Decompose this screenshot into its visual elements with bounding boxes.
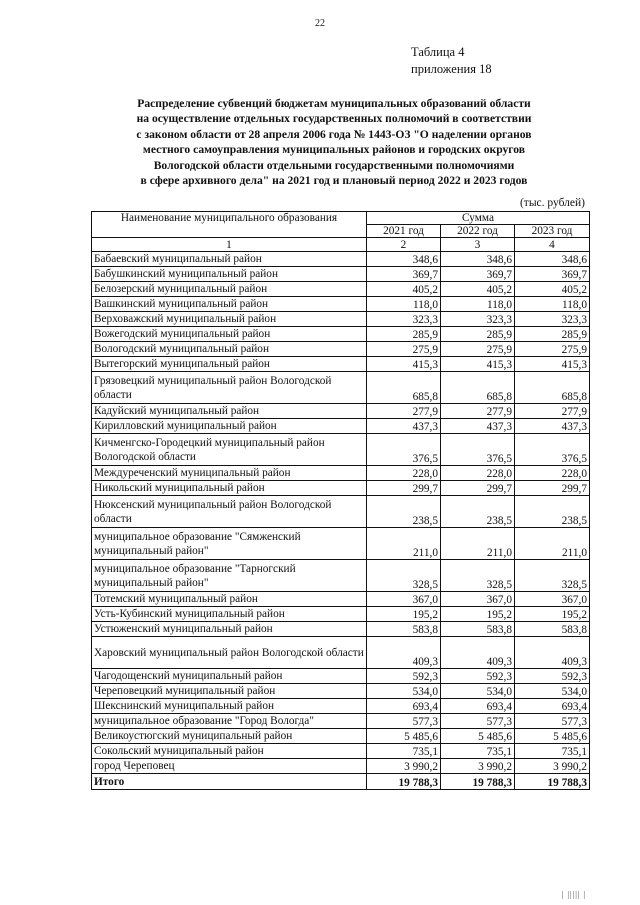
column-number: 3 — [441, 238, 515, 252]
amount-cell: 415,3 — [441, 357, 515, 372]
amount-cell: 328,5 — [441, 560, 515, 592]
table-row — [92, 252, 590, 267]
amount-cell: 577,3 — [367, 714, 441, 729]
amount-cell: 228,0 — [441, 466, 515, 481]
amount-cell: 437,3 — [515, 419, 590, 434]
amount-cell: 437,3 — [441, 419, 515, 434]
amount-cell: 583,8 — [515, 622, 590, 637]
amount-cell: 415,3 — [367, 357, 441, 372]
amount-cell: 5 485,6 — [367, 729, 441, 744]
table-row — [92, 357, 590, 372]
table-row — [92, 744, 590, 759]
amount-cell: 285,9 — [367, 327, 441, 342]
municipality-name: Междуреченский муниципальный район — [92, 466, 367, 481]
table-row — [92, 282, 590, 297]
table-row — [92, 267, 590, 282]
amount-cell: 118,0 — [367, 297, 441, 312]
column-header-sum: Сумма — [367, 212, 590, 225]
table-row — [92, 729, 590, 744]
table-row — [92, 404, 590, 419]
amount-cell: 195,2 — [441, 607, 515, 622]
amount-cell: 348,6 — [441, 252, 515, 267]
amount-cell: 328,5 — [515, 560, 590, 592]
title-line: в сфере архивного дела" на 2021 год и плановый период 2022 и 2023 годов — [140, 174, 528, 188]
amount-cell: 299,7 — [367, 481, 441, 496]
municipality-name: муниципальное образование "Город Вологда" — [92, 714, 367, 729]
amount-cell: 277,9 — [515, 404, 590, 419]
municipality-name: Кичменгско-Городецкий муниципальный район Вологодской области — [92, 434, 367, 466]
amount-cell: 3 990,2 — [441, 759, 515, 774]
amount-cell: 323,3 — [441, 312, 515, 327]
amount-cell: 592,3 — [441, 669, 515, 684]
table-ref-line2: приложения 18 — [411, 62, 492, 76]
table-row — [92, 466, 590, 481]
municipality-name: Великоустюгский муниципальный район — [92, 729, 367, 744]
amount-cell: 275,9 — [367, 342, 441, 357]
amount-cell: 376,5 — [441, 434, 515, 466]
amount-cell: 275,9 — [515, 342, 590, 357]
total-amount: 19 788,3 — [515, 774, 590, 790]
municipality-name: Вологодский муниципальный район — [92, 342, 367, 357]
table-row — [92, 372, 590, 404]
amount-cell: 5 485,6 — [515, 729, 590, 744]
amount-cell: 277,9 — [367, 404, 441, 419]
amount-cell: 348,6 — [367, 252, 441, 267]
amount-cell: 277,9 — [441, 404, 515, 419]
amount-cell: 369,7 — [367, 267, 441, 282]
amount-cell: 592,3 — [367, 669, 441, 684]
municipality-name: Бабушкинский муниципальный район — [92, 267, 367, 282]
amount-cell: 376,5 — [367, 434, 441, 466]
column-header-name: Наименование муниципального образования — [92, 212, 367, 238]
municipality-name: Тотемский муниципальный район — [92, 592, 367, 607]
municipality-name: Грязовецкий муниципальный район Вологодской области — [92, 372, 367, 404]
table-row — [92, 419, 590, 434]
amount-cell: 211,0 — [367, 528, 441, 560]
table-row — [92, 714, 590, 729]
amount-cell: 195,2 — [515, 607, 590, 622]
amount-cell: 534,0 — [515, 684, 590, 699]
total-row — [92, 774, 590, 790]
table-row — [92, 342, 590, 357]
municipality-name: муниципальное образование "Сямженский муниципальный район" — [92, 528, 367, 560]
amount-cell: 211,0 — [515, 528, 590, 560]
table-row — [92, 327, 590, 342]
table-row — [92, 607, 590, 622]
amount-cell: 405,2 — [441, 282, 515, 297]
amount-cell: 299,7 — [515, 481, 590, 496]
municipality-name: муниципальное образование "Тарногский муниципальный район" — [92, 560, 367, 592]
title-line: местного самоуправления муниципальных районов и городских округов — [142, 143, 526, 157]
page-number: 22 — [315, 18, 325, 29]
amount-cell: 118,0 — [441, 297, 515, 312]
column-number: 2 — [367, 238, 441, 252]
amount-cell: 693,4 — [515, 699, 590, 714]
municipality-name: Харовский муниципальный район Вологодской области — [92, 637, 367, 669]
table-reference — [411, 44, 492, 78]
amount-cell: 238,5 — [367, 496, 441, 528]
table-row — [92, 592, 590, 607]
amount-cell: 437,3 — [367, 419, 441, 434]
amount-cell: 409,3 — [367, 637, 441, 669]
column-header-year: 2021 год — [367, 225, 441, 238]
table-row — [92, 312, 590, 327]
municipality-name: Сокольский муниципальный район — [92, 744, 367, 759]
municipality-name: Вытегорский муниципальный район — [92, 357, 367, 372]
column-number: 4 — [515, 238, 590, 252]
municipality-name: Никольский муниципальный район — [92, 481, 367, 496]
table-row — [92, 637, 590, 669]
amount-cell: 534,0 — [367, 684, 441, 699]
amount-cell: 577,3 — [441, 714, 515, 729]
amount-cell: 275,9 — [441, 342, 515, 357]
units-label: (тыс. рублей) — [519, 197, 585, 209]
title-line: Распределение субвенций бюджетам муниципальных образований области — [137, 97, 531, 110]
amount-cell: 5 485,6 — [441, 729, 515, 744]
municipality-name: Шекснинский муниципальный район — [92, 699, 367, 714]
amount-cell: 735,1 — [515, 744, 590, 759]
amount-cell: 405,2 — [515, 282, 590, 297]
amount-cell: 299,7 — [441, 481, 515, 496]
table-row — [92, 560, 590, 592]
table-row — [92, 759, 590, 774]
amount-cell: 3 990,2 — [515, 759, 590, 774]
amount-cell: 285,9 — [441, 327, 515, 342]
total-amount: 19 788,3 — [441, 774, 515, 790]
table-row — [92, 622, 590, 637]
table-ref-line1: Таблица 4 — [411, 45, 465, 59]
municipality-name: город Череповец — [92, 759, 367, 774]
amount-cell: 367,0 — [367, 592, 441, 607]
table-row — [92, 699, 590, 714]
municipality-name: Кирилловский муниципальный район — [92, 419, 367, 434]
municipality-name: Бабаевский муниципальный район — [92, 252, 367, 267]
title-line: на осуществление отдельных государственных полномочий в соответствии — [136, 112, 532, 126]
table-row — [92, 496, 590, 528]
municipality-name: Устюженский муниципальный район — [92, 622, 367, 637]
column-number: 1 — [92, 238, 367, 252]
title-line: с законом области от 28 апреля 2006 года № 1443-ОЗ "О наделении органов — [136, 127, 532, 141]
amount-cell: 577,3 — [515, 714, 590, 729]
amount-cell: 238,5 — [515, 496, 590, 528]
amount-cell: 693,4 — [441, 699, 515, 714]
municipality-name: Чагодощенский муниципальный район — [92, 669, 367, 684]
amount-cell: 409,3 — [515, 637, 590, 669]
table-row — [92, 434, 590, 466]
amount-cell: 376,5 — [515, 434, 590, 466]
amount-cell: 118,0 — [515, 297, 590, 312]
subsidy-table — [91, 211, 590, 790]
amount-cell: 685,8 — [441, 372, 515, 404]
amount-cell: 685,8 — [367, 372, 441, 404]
table-row — [92, 684, 590, 699]
table-row — [92, 297, 590, 312]
amount-cell: 369,7 — [441, 267, 515, 282]
amount-cell: 534,0 — [441, 684, 515, 699]
table-row — [92, 528, 590, 560]
municipality-name: Усть-Кубинский муниципальный район — [92, 607, 367, 622]
table-row — [92, 481, 590, 496]
municipality-name: Нюксенский муниципальный район Вологодской области — [92, 496, 367, 528]
amount-cell: 323,3 — [367, 312, 441, 327]
amount-cell: 583,8 — [441, 622, 515, 637]
amount-cell: 592,3 — [515, 669, 590, 684]
document-title — [100, 96, 568, 188]
amount-cell: 3 990,2 — [367, 759, 441, 774]
municipality-name: Вашкинский муниципальный район — [92, 297, 367, 312]
amount-cell: 369,7 — [515, 267, 590, 282]
municipality-name: Череповецкий муниципальный район — [92, 684, 367, 699]
amount-cell: 735,1 — [441, 744, 515, 759]
amount-cell: 583,8 — [367, 622, 441, 637]
total-label: Итого — [92, 774, 367, 790]
total-amount: 19 788,3 — [367, 774, 441, 790]
amount-cell: 285,9 — [515, 327, 590, 342]
table-row — [92, 669, 590, 684]
municipality-name: Белозерский муниципальный район — [92, 282, 367, 297]
amount-cell: 735,1 — [367, 744, 441, 759]
amount-cell: 228,0 — [367, 466, 441, 481]
amount-cell: 693,4 — [367, 699, 441, 714]
municipality-name: Верховажский муниципальный район — [92, 312, 367, 327]
amount-cell: 409,3 — [441, 637, 515, 669]
footer-stamp: | ||||| | — [561, 890, 586, 899]
amount-cell: 405,2 — [367, 282, 441, 297]
amount-cell: 211,0 — [441, 528, 515, 560]
amount-cell: 367,0 — [441, 592, 515, 607]
amount-cell: 328,5 — [367, 560, 441, 592]
column-header-year: 2022 год — [441, 225, 515, 238]
municipality-name: Вожегодский муниципальный район — [92, 327, 367, 342]
amount-cell: 415,3 — [515, 357, 590, 372]
amount-cell: 685,8 — [515, 372, 590, 404]
amount-cell: 238,5 — [441, 496, 515, 528]
amount-cell: 348,6 — [515, 252, 590, 267]
municipality-name: Кадуйский муниципальный район — [92, 404, 367, 419]
amount-cell: 323,3 — [515, 312, 590, 327]
amount-cell: 367,0 — [515, 592, 590, 607]
title-line: Вологодской области отдельными государственными полномочиями — [153, 158, 515, 172]
amount-cell: 195,2 — [367, 607, 441, 622]
column-header-year: 2023 год — [515, 225, 590, 238]
amount-cell: 228,0 — [515, 466, 590, 481]
